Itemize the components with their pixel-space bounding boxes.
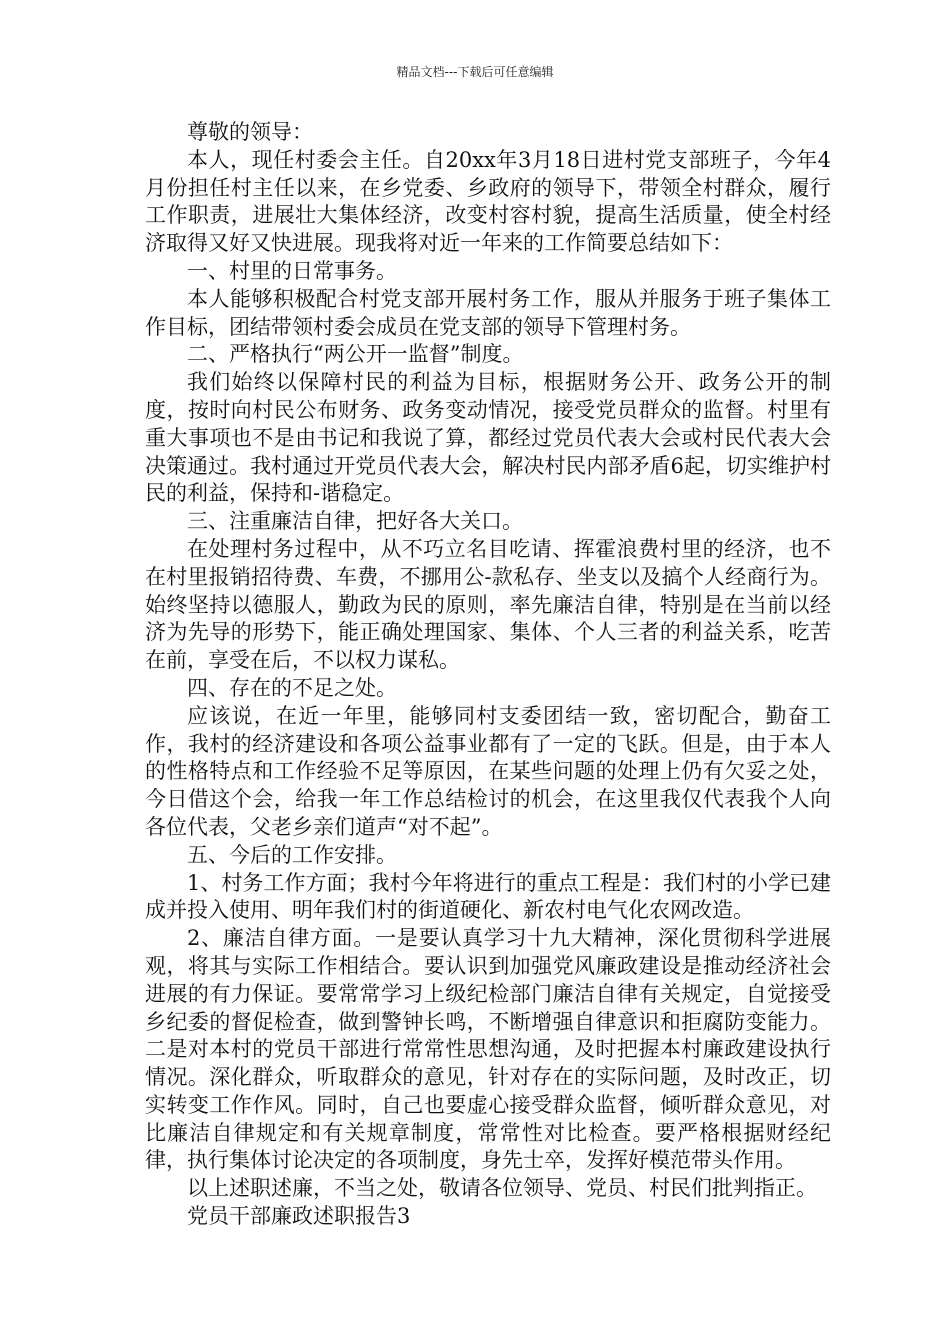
section-heading-3: 三、注重廉洁自律，把好各大关口。 [187,509,523,534]
paragraph-section-1: 本人能够积极配合村党支部开展村务工作，服从并服务于班子集体工作目标，团结带领村委会成员在党支部的领导下管理村务。 [145,286,831,339]
section-heading-1: 一、村里的日常事务。 [187,258,397,283]
paragraph-plan-2: 2、廉洁自律方面。一是要认真学习十九大精神，深化贯彻科学进展观，将其与实际工作相结合。要认识到加强党风廉政建设是推动经济社会进展的有力保证。要常常学习上级纪检部门廉洁自律有关规定，自觉接受乡纪委的督促检查，做到警钟长鸣，不断增强自律意识和拒腐防变能力。二是对本村的党员干部进行常常性思想沟通，及时把握本村廉政建设执行情况。深化群众，听取群众的意见，针对存在的实际问题，及时改正，切实转变工作作风。同时，自己也要虚心接受群众监督，倾听群众意见，对比廉洁自律规定和有关规章制度，常常性对比检查。要严格根据财经纪律，执行集体讨论决定的各项制度，身先士卒，发挥好模范带头作用。 [145,926,831,1173]
paragraph-section-4: 应该说，在近一年里，能够同村支委团结一致，密切配合，勤奋工作，我村的经济建设和各项公益事业都有了一定的飞跃。但是，由于本人的性格特点和工作经验不足等原因，在某些问题的处理上仍有欠妥之处，今日借这个会，给我一年工作总结检讨的机会，在这里我仅代表我个人向各位代表，父老乡亲们道声“对不起”。 [145,703,831,839]
paragraph-intro: 本人，现任村委会主任。自20xx年3月18日进村党支部班子，今年4月份担任村主任以来，在乡党委、乡政府的领导下，带领全村群众，履行工作职责，进展壮大集体经济，改变村容村貌，提高生活质量，使全村经济取得又好又快进展。现我将对近一年来的工作简要总结如下： [145,147,831,256]
section-heading-2: 二、严格执行“两公开一监督”制度。 [187,342,524,367]
next-report-title: 党员干部廉政述职报告3 [187,1204,411,1229]
salutation: 尊敬的领导： [187,120,313,144]
paragraph-section-2: 我们始终以保障村民的利益为目标，根据财务公开、政务公开的制度，按时向村民公布财务、政务变动情况，接受党员群众的监督。村里有重大事项也不是由书记和我说了算，都经过党员代表大会或村民代表大会决策通过。我村通过开党员代表大会，解决村民内部矛盾6起，切实维护村民的利益，保持和-谐稳定。 [145,370,831,506]
paragraph-section-3: 在处理村务过程中，从不巧立名目吃请、挥霍浪费村里的经济，也不在村里报销招待费、车费，不挪用公-款私存、坐支以及搞个人经商行为。始终坚持以德服人，勤政为民的原则，率先廉洁自律，特别是在当前以经济为先导的形势下，能正确处理国家、集体、个人三者的利益关系，吃苦在前，享受在后，不以权力谋私。 [145,536,831,673]
page-header: 精品文档---下载后可任意编辑 [396,65,554,79]
document-body [145,119,831,1231]
section-heading-5: 五、今后的工作安排。 [187,842,397,867]
section-heading-4: 四、存在的不足之处。 [187,675,397,700]
paragraph-closing: 以上述职述廉，不当之处，敬请各位领导、党员、村民们批判指正。 [187,1176,817,1201]
paragraph-plan-1: 1、村务工作方面；我村今年将进行的重点工程是：我们村的小学已建成并投入使用、明年我们村的街道硬化、新农村电气化农网改造。 [145,870,831,923]
